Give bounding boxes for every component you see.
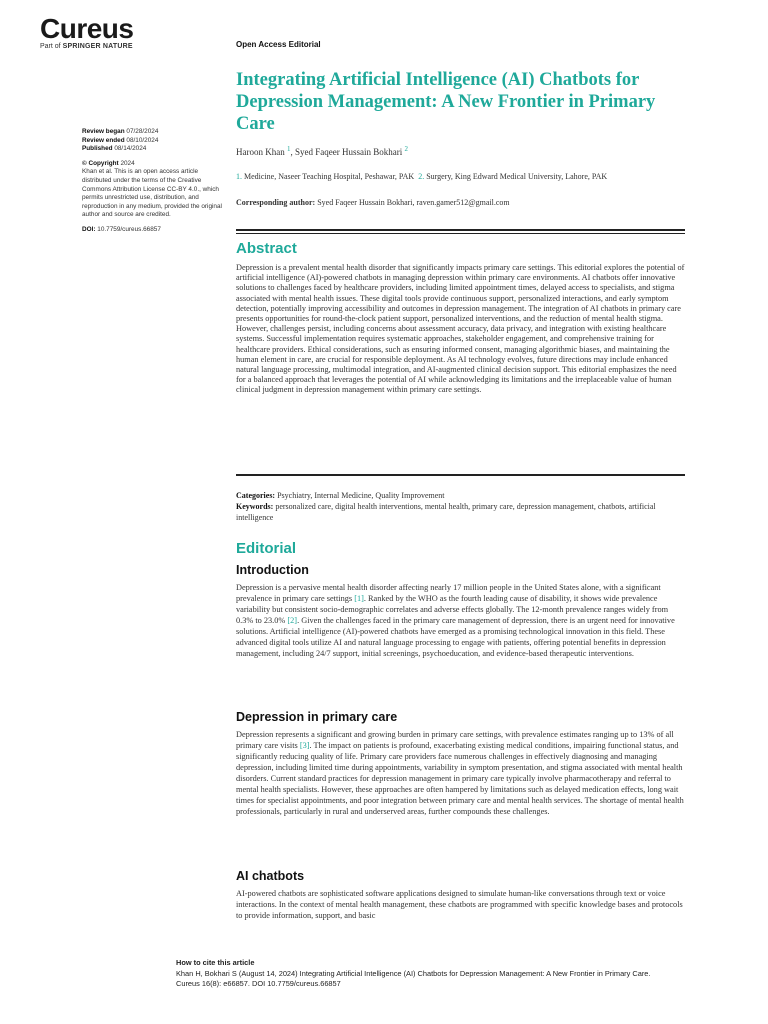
affiliation-text: Medicine, Naseer Teaching Hospital, Peshawar, PAK — [244, 172, 415, 181]
article-type: Open Access Editorial — [236, 40, 321, 49]
corresponding-text[interactable]: Syed Faqeer Hussain Bokhari, raven.gamer512@gmail.com — [317, 198, 510, 207]
reference-link[interactable]: [1] — [354, 594, 364, 603]
review-began-date: 07/28/2024 — [126, 128, 159, 135]
logo-subtitle — [40, 43, 133, 50]
keywords-label: Keywords: — [236, 502, 274, 511]
citation-heading: How to cite this article — [176, 958, 255, 967]
cureus-logo — [40, 14, 133, 50]
affiliation-list — [236, 172, 607, 181]
intro-text: Depression is a pervasive mental health disorder affecting nearly 17 million people in the United States alone, with a significant prevalence in primary care settings — [236, 583, 661, 603]
categories-label: Categories: — [236, 491, 276, 500]
editorial-heading: Editorial — [236, 540, 297, 557]
abstract-bottom-rule — [236, 474, 685, 476]
review-began-label: Review began — [82, 128, 125, 135]
author-affiliation-marker: 1 — [287, 145, 291, 153]
affiliation-text: Surgery, King Edward Medical University, Lahore, PAK — [426, 172, 608, 181]
keywords — [236, 501, 685, 523]
review-began — [82, 128, 222, 137]
author-list: Haroon Khan $^1$, Syed Faqeer Hussain Bokhari $^2$ — [236, 145, 408, 157]
corresponding-label: Corresponding author: — [236, 198, 316, 207]
intro-paragraph — [236, 582, 685, 659]
published-label: Published — [82, 145, 113, 153]
author-name[interactable]: Syed Faqeer Hussain Bokhari — [295, 147, 403, 157]
article-sidebar — [82, 128, 222, 235]
intro-heading: Introduction — [236, 563, 309, 577]
doi — [82, 226, 222, 235]
reference-link[interactable]: [3] — [299, 741, 310, 750]
categories-text: Psychiatry, Internal Medicine, Quality Improvement — [277, 491, 445, 500]
affiliation-number: 1. — [236, 172, 242, 181]
categories-keywords — [236, 490, 685, 523]
abstract-heading: Abstract — [236, 240, 297, 257]
corresponding-author — [236, 198, 510, 207]
copyright — [82, 160, 222, 169]
doi-value[interactable]: 10.7759/cureus.66857 — [97, 225, 161, 233]
abstract-top-rule — [236, 229, 685, 234]
primary-care-text: Depression represents a significant and growing burden in primary care settings, with prevalence estimates ranging up to 13% of all primary care visits — [236, 730, 674, 750]
article-title: Integrating Artificial Intelligence (AI) Chatbots for Depression Management: A New Frontier in Primary Care — [236, 70, 656, 134]
copyright-label: © Copyright — [82, 159, 119, 167]
citation-line: Cureus 16(8): e66857. DOI 10.7759/cureus.66857 — [176, 979, 341, 988]
author-name[interactable]: Haroon Khan — [236, 147, 285, 157]
review-ended — [82, 137, 222, 146]
ai-chatbots-paragraph: AI-powered chatbots are sophisticated software applications designed to simulate human-like conversations through text or voice interactions. In the context of mental health management, these chatbots are programmed with specific knowledge bases and protocols to provide information, support, and basic — [236, 889, 683, 920]
primary-care-paragraph — [236, 729, 685, 817]
ai-chatbots-heading: AI chatbots — [236, 869, 305, 883]
intro-text: . Ranked by the WHO as the fourth leading cause of disability, it shows wide prevalence variability but consistent socio-demographic correlates and adverse effects globally. The 12-month prevalence ranges widely from 0.3% to 23.0% — [236, 594, 669, 625]
copyright-year: 2024 — [120, 159, 135, 167]
categories — [236, 490, 685, 501]
published — [82, 145, 222, 154]
logo-name: Cureus — [40, 13, 134, 44]
intro-text: . Given the challenges faced in the primary care management of depression, there is an urgent need for innovative solutions. Artificial intelligence (AI)-powered chatbots have emerged as a promising technological innovation in this field. These advanced digital tools utilize AI and natural language processing to engage with patients, offering potential benefits in depression management, including 24/7 support, initial screenings, psychoeducation, and evidence-based therapeutic interventions. — [236, 616, 675, 658]
affiliation-number: 2. — [418, 172, 425, 181]
review-ended-label: Review ended — [82, 136, 125, 144]
keywords-text: personalized care, digital health interventions, mental health, primary care, depression management, chatbots, artificial intelligence — [236, 502, 656, 522]
author-affiliation-marker: 2 — [404, 145, 408, 153]
license-text: Khan et al. This is an open access article distributed under the terms of the Creative Commons Attribution License CC-BY 4.0., which permits unrestricted use, distribution, and reproduction in any medium, provided the original author and source are credited. — [82, 168, 222, 219]
primary-care-heading: Depression in primary care — [236, 710, 398, 724]
citation-block — [176, 958, 746, 990]
primary-care-text: . The impact on patients is profound, exacerbating existing medical conditions, impairing functional status, and significantly reducing quality of life. Primary care providers face numerous challenges in effectively diagnosing and managing depression, including limited time during appointments, variability in symptom presentation, and stigma associated with mental health disorders. Current standard practices for depression management in primary care typically involve pharmacotherapy and referral to mental health specialists. However, these approaches are often hampered by limitations such as delayed medication effects, long wait times for specialist appointments, and poor integration between primary care and mental health services. The shortage of mental health professionals, particularly in rural and underserved areas, further compounds these challenges. — [236, 741, 684, 816]
published-date: 08/14/2024 — [114, 145, 147, 153]
logo-sub-prefix: Part of — [40, 43, 61, 50]
review-ended-date: 08/10/2024 — [126, 136, 159, 144]
logo-sub-brand: SPRINGER NATURE — [62, 43, 133, 50]
reference-link[interactable]: [2] — [287, 616, 298, 625]
doi-label: DOI: — [82, 225, 96, 233]
citation-line: Khan H, Bokhari S (August 14, 2024) Integrating Artificial Intelligence (AI) Chatbots for Depression Management: A New Frontier in Primary Care. — [176, 968, 651, 978]
abstract-text: Depression is a prevalent mental health disorder that significantly impacts primary care settings. This editorial explores the potential of artificial intelligence (AI)-powered chatbots in managing depression within primary care environments. AI chatbots offer innovative solutions to challenges faced by healthcare providers, including limited appointment times, delayed access to specialists, and stigma associated with mental health issues. These digital tools provide continuous support, personalized interactions, and early symptom detection, potentially improving accessibility and outcomes in depression management. The integration of AI chatbots in primary care presents opportunities for round-the-clock patient support, personalized interventions, and the reduction of mental health stigma. However, challenges persist, including concerns about assessment accuracy, data privacy, and integration with existing healthcare systems. Successful implementation requires systematic approaches, stakeholder engagement, and comprehensive training for healthcare providers. Ethical considerations, such as ensuring informed consent, managing algorithmic biases, and maintaining the human element in care, are crucial for responsible deployment. As AI technology evolves, future directions may include enhanced natural language processing, multimodal integration, and AI-augmented clinical decision support. This editorial emphasizes the need for a balanced approach that leverages the potential of AI while acknowledging its limitations and the irreplaceable value of human clinical judgment in depression management within primary care settings. — [236, 263, 685, 395]
